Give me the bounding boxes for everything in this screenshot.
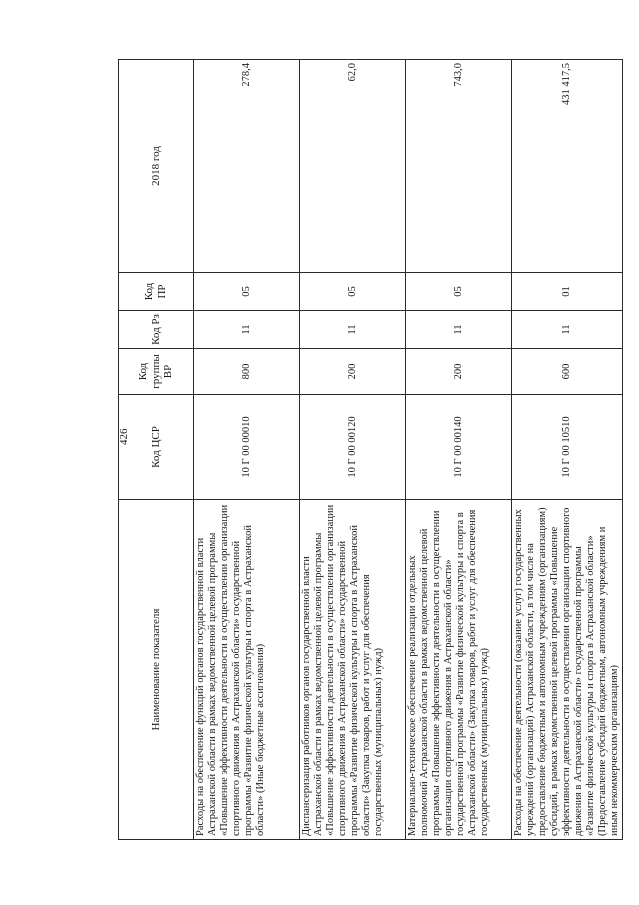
row-rz-code: 11 — [194, 311, 300, 349]
header-year-2018: 2018 год — [119, 60, 194, 273]
row-name: Диспансеризация работников органов государственной власти Астраханской области в рамках ведомственной целевой программы «Повышение эффективности деятельности в осуществлении организации спортивного движения в Астраханской области» государственной программы «Развитие физической культуры и спорта в Астраханской области» (Закупка товаров, работ и услуг для обеспечения государственных (муниципальных) нужд) — [300, 500, 406, 840]
row-name: Материально-техническое обеспечение реализации отдельных полномочий Астраханской области в рамках ведомственной целевой программы «Повышение эффективности деятельности в осуществлении организации спортивного движения в Астраханской области» государственной программы «Развитие физической культуры и спорта в Астраханской области» (Закупка товаров, работ и услуг для обеспечения государственных (муниципальных) нужд) — [406, 500, 512, 840]
row-name: Расходы на обеспечение деятельности (оказание услуг) государственных учреждений (организаций) Астраханской области, в том числе на предоставление бюджетным и автономным учреждениям (организациям) субсидий, в рамках ведомственной целевой программы «Повышение эффективности деятельности в осуществлении организации спортивного движения в Астраханской области» государственной программы «Развитие физической культуры и спорта в Астраханской области» (Предоставление субсидий бюджетным, автономным учреждениям и иным некоммерческим организациям) — [512, 500, 623, 840]
row-rz-code: 11 — [406, 311, 512, 349]
header-csr-code: Код ЦСР — [119, 395, 194, 500]
row-vr-code: 600 — [512, 349, 623, 395]
row-csr-code: 10 Г 00 00010 — [194, 395, 300, 500]
row-csr-code: 10 Г 00 10510 — [512, 395, 623, 500]
row-csr-code: 10 Г 00 00120 — [300, 395, 406, 500]
header-pr-code: Код ПР — [119, 273, 194, 311]
row-pr-code: 01 — [512, 273, 623, 311]
row-amount: 431 417,5 — [512, 60, 623, 273]
row-pr-code: 05 — [406, 273, 512, 311]
row-amount: 62,0 — [300, 60, 406, 273]
row-vr-code: 200 — [406, 349, 512, 395]
table-row — [194, 60, 300, 840]
rotated-page-content — [118, 60, 618, 840]
header-rz-code: Код Рз — [119, 311, 194, 349]
budget-table — [118, 59, 623, 840]
row-rz-code: 11 — [300, 311, 406, 349]
row-vr-code: 200 — [300, 349, 406, 395]
row-pr-code: 05 — [300, 273, 406, 311]
row-amount: 743,0 — [406, 60, 512, 273]
header-name: Наименование показателя — [119, 500, 194, 840]
row-pr-code: 05 — [194, 273, 300, 311]
table-row — [300, 60, 406, 840]
row-rz-code: 11 — [512, 311, 623, 349]
page-number: 426 — [118, 428, 130, 445]
table-header-row — [119, 60, 194, 840]
row-amount: 278,4 — [194, 60, 300, 273]
row-vr-code: 800 — [194, 349, 300, 395]
table-row — [406, 60, 512, 840]
header-vr-code: Код группы ВР — [119, 349, 194, 395]
row-csr-code: 10 Г 00 00140 — [406, 395, 512, 500]
row-name: Расходы на обеспечение функций органов государственной власти Астраханской области в рамках ведомственной целевой программы «Повышение эффективности деятельности в осуществлении организации спортивного движения в Астраханской области» государственной программы «Развитие физической культуры и спорта в Астраханской области» (Иные бюджетные ассигнования) — [194, 500, 300, 840]
table-row — [512, 60, 623, 840]
